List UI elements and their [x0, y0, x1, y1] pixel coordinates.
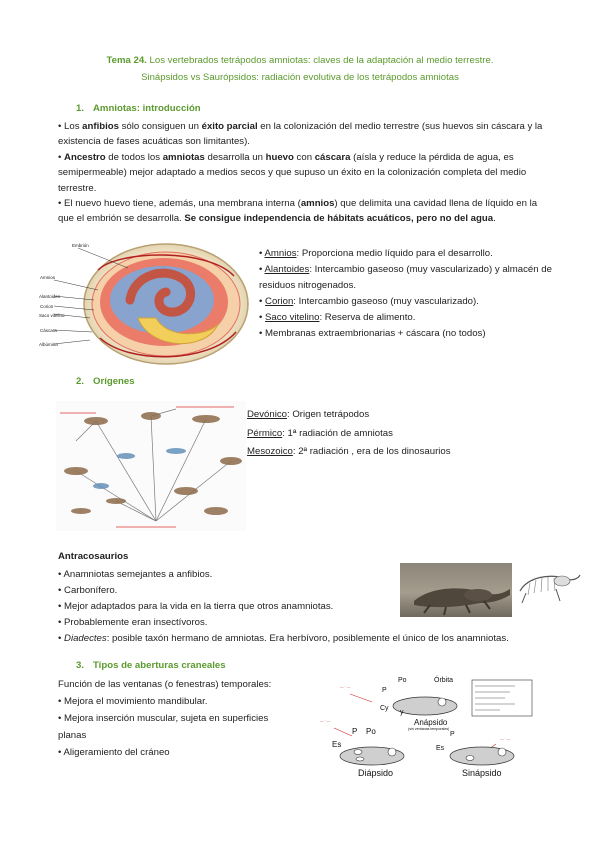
antracosaurios-heading: Antracosaurios — [58, 551, 129, 562]
antracosaurio-photo — [400, 563, 512, 617]
list-item: • Diadectes: posible taxón hermano de amniotas. Era herbívoro, posiblemente el único de los anamniotas. — [58, 633, 509, 644]
svg-text:— · —: — · — — [500, 737, 511, 741]
paragraph-anfibios: • Los anfibios sólo consiguen un éxito parcial en la colonización del medio terrestre (sus huevos sin cáscara y la existencia de fases acuáticas son limitantes). — [58, 121, 543, 148]
list-item: Devónico: Origen tetrápodos — [247, 409, 370, 420]
list-item: Función de las ventanas (o fenestras) temporales: — [58, 679, 272, 690]
periods-list — [247, 406, 547, 462]
list-item: • Carbonífero. — [58, 585, 118, 596]
page-title — [0, 52, 600, 69]
list-item: • Anamniotas semejantes a anfibios. — [58, 569, 213, 580]
label-p-synapsid: P — [450, 731, 455, 738]
list-item: • Probablemente eran insectívoros. — [58, 617, 208, 628]
list-item: • Corion: Intercambio gaseoso (muy vascularizado). — [259, 296, 479, 307]
list-item: • Alantoides: Intercambio gaseoso (muy vascularizado) y almacén de residuos nitrogenados. — [259, 264, 552, 291]
label-es-synapsid: Es — [436, 745, 445, 752]
phylogeny-figure — [56, 401, 246, 531]
list-item: • Aligeramiento del cráneo — [58, 747, 170, 758]
membranes-list — [259, 246, 559, 342]
egg-label-amnion: Amnios — [40, 275, 56, 280]
label-po: Po — [398, 677, 407, 684]
list-item: • Mejora inserción muscular, sujeta en superficies planas — [58, 713, 269, 741]
section-1-heading: 1. Amniotas: introducción — [76, 103, 201, 114]
amniotic-egg-diagram — [38, 240, 250, 368]
list-item: • Mejora el movimiento mandibular. — [58, 696, 208, 707]
title-line-1: Los vertebrados tetrápodos amniotas: claves de la adaptación al medio terrestre. — [146, 55, 494, 66]
fenestrae-function-list — [58, 676, 298, 761]
list-item: • Mejor adaptados para la vida en la tierra que otros anamniotas. — [58, 601, 334, 612]
title-topic-number: Tema 24. — [106, 55, 147, 66]
label-p-diapsid: P — [352, 727, 358, 736]
egg-label-allantois: Alantoides — [39, 294, 61, 299]
label-po-diapsid: Po — [366, 727, 376, 736]
egg-label-chorion: Corion — [40, 304, 54, 309]
svg-text:— · —: — · — — [340, 685, 351, 689]
egg-label-shell: Cáscara — [40, 328, 57, 333]
label-y: y — [400, 709, 404, 716]
list-item: • Membranas extraembrionarias + cáscara (no todos) — [259, 328, 486, 339]
label-es-diapsid: Es — [332, 740, 342, 749]
egg-label-embryo: Embrión — [72, 243, 89, 248]
paragraph-ancestro: • Ancestro de todos los amniotas desarrolla un huevo con cáscara (aísla y reduce la pérdida de agua, es semipermeable) mejor adaptado a medios secos y que supuso un éxito en la colonización completa del medio terrestre. — [58, 151, 527, 194]
skull-openings-diagram — [310, 672, 550, 780]
section-1-body — [58, 119, 548, 227]
list-item: Mesozoico: 2ª radiación , era de los dinosaurios — [247, 446, 451, 457]
page-subtitle: Sinápsidos vs Saurópsidos: radiación evolutiva de los tetrápodos amniotas — [141, 72, 459, 83]
list-item: • Saco vitelino: Reserva de alimento. — [259, 312, 416, 323]
label-anapsido: Anápsido — [414, 718, 448, 727]
section-3-heading: 3. Tipos de aberturas craneales — [76, 660, 226, 671]
label-orbita: Órbita — [434, 677, 454, 684]
list-item: Pérmico: 1ª radiación de amniotas — [247, 427, 393, 439]
section-2-heading: 2. Orígenes — [76, 376, 135, 387]
paragraph-amnios: • El nuevo huevo tiene, además, una membrana interna (amnios) que delimita una cavidad llena de líquido en la que el embrión se desarrolla. Se consigue independencia de hábitats acuáticos, pero no del agua. — [58, 198, 538, 225]
label-sinapsido: Sinápsido — [462, 768, 502, 778]
label-cy: Cy — [380, 705, 389, 712]
svg-text:— · —: — · — — [320, 719, 331, 723]
antracosaurio-skeleton — [516, 565, 582, 609]
egg-label-yolk-sac: Saco vitelino — [39, 313, 65, 318]
label-p: P — [382, 687, 387, 694]
label-diapsido: Diápsido — [358, 768, 394, 778]
egg-label-albumen: Albúmina — [39, 342, 58, 347]
list-item: • Amnios: Proporciona medio líquido para el desarrollo. — [259, 248, 493, 259]
label-anapsido-sub: (sin ventanas temporales) — [408, 727, 450, 731]
